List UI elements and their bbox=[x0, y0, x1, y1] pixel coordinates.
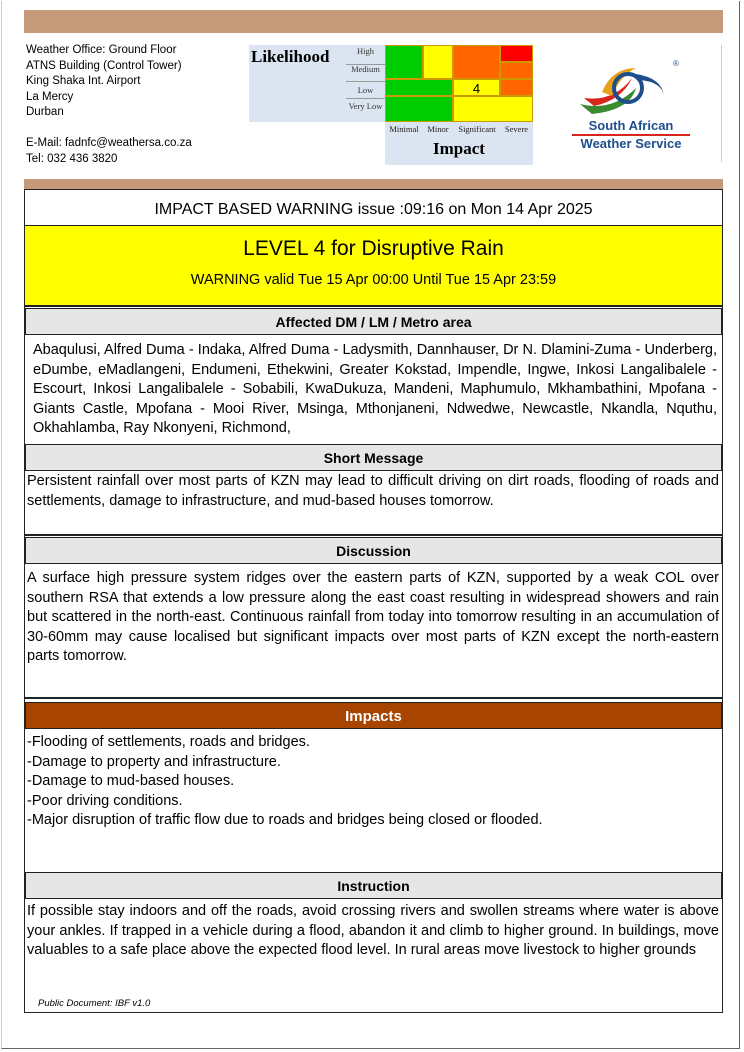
logo-line-2: Weather Service bbox=[580, 136, 682, 151]
risk-matrix bbox=[249, 45, 533, 165]
divider-band bbox=[24, 179, 723, 189]
section-rule bbox=[25, 697, 722, 699]
instruction-header: Instruction bbox=[25, 872, 722, 899]
matrix-cell bbox=[385, 45, 423, 79]
impact-significant: Significant bbox=[458, 124, 496, 134]
office-tel: Tel: 032 436 3820 bbox=[26, 152, 118, 165]
impact-item: -Major disruption of traffic flow due to roads and bridges being closed or flooded. bbox=[27, 812, 543, 828]
impacts-header: Impacts bbox=[25, 702, 722, 729]
issue-line: IMPACT BASED WARNING issue :09:16 on Mon 14 Apr 2025 bbox=[25, 190, 722, 226]
warning-validity: WARNING valid Tue 15 Apr 00:00 Until Tue 15 Apr 23:59 bbox=[190, 272, 557, 288]
office-address bbox=[26, 43, 192, 167]
matrix-cell bbox=[453, 96, 533, 122]
document-footer: Public Document: IBF v1.0 bbox=[38, 998, 151, 1009]
impact-item: -Damage to property and infrastructure. bbox=[27, 753, 281, 770]
matrix-cell bbox=[500, 45, 533, 62]
discussion-text: A surface high pressure system ridges over the eastern parts of KZN, supported by a weak COL over southern RSA that extends a low pressure along the east coast resulting in widespread showers and rain but scattered in the north-east. Continuous rainfall from today into tomorrow resulting in an accumulation of 30-60mm may cause localised but significant impacts over most parts of KZN except the north-eastern parts tomorrow. bbox=[27, 570, 719, 664]
logo-divider bbox=[721, 45, 722, 162]
impact-item: -Poor driving conditions. bbox=[27, 792, 183, 809]
office-email: E-Mail: fadnfc@weathersa.co.za bbox=[26, 137, 192, 149]
likelihood-medium: Medium bbox=[346, 64, 385, 74]
impact-severe: Severe bbox=[504, 124, 529, 134]
impact-title: Impact bbox=[433, 139, 485, 158]
impact-minimal: Minimal bbox=[389, 124, 419, 134]
likelihood-very-low: Very Low bbox=[346, 98, 385, 122]
likelihood-title: Likelihood bbox=[251, 47, 330, 66]
short-message-header: Short Message bbox=[25, 444, 722, 471]
saws-logo-text bbox=[563, 118, 699, 152]
areas-header: Affected DM / LM / Metro area bbox=[25, 308, 722, 335]
likelihood-low: Low bbox=[346, 81, 385, 98]
impact-item: -Damage to mud-based houses. bbox=[27, 773, 235, 789]
impact-item: -Flooding of settlements, roads and bridges. bbox=[27, 734, 310, 750]
matrix-cell bbox=[453, 45, 500, 79]
impact-minor: Minor bbox=[427, 124, 449, 134]
matrix-cell bbox=[385, 96, 453, 122]
registered-mark: ® bbox=[673, 59, 679, 68]
matrix-cell bbox=[500, 79, 533, 96]
header-band bbox=[24, 10, 723, 33]
warning-level-box bbox=[25, 226, 722, 305]
matrix-cell-highlight: 4 bbox=[453, 79, 500, 96]
office-line: ATNS Building (Control Tower) bbox=[26, 59, 182, 72]
short-message-text: Persistent rainfall over most parts of KZN may lead to difficult driving on dirt roads, flooding of roads and settlements, damage to infrastructure, and mud-based houses tomorrow. bbox=[27, 473, 719, 509]
office-line: La Mercy bbox=[26, 90, 74, 103]
discussion-header: Discussion bbox=[25, 537, 722, 564]
areas-text: Abaqulusi, Alfred Duma - Indaka, Alfred Duma - Ladysmith, Dannhauser, Dr N. Dlamini-Zuma - Underberg, eDumbe, eMadlangeni, Endumeni, Ethekwini, Greater Kokstad, Impendle, Ingwe, Inkosi Langalibalele - Escourt, Inkosi Langalibalele - Sobabili, KwaDukuza, Mandeni, Maphumulo, Mkhambathini, Mpofana - Giants Castle, Mpofana - Mooi River, Msinga, Mthonjaneni, Ndwedwe, Newcastle, Nkandla, Nquthu, Okhahlamba, Ray Nkonyeni, Richmond, bbox=[33, 342, 717, 436]
warning-document bbox=[24, 189, 723, 1013]
matrix-cell bbox=[500, 62, 533, 79]
office-line: King Shaka Int. Airport bbox=[26, 75, 141, 87]
likelihood-high: High bbox=[357, 46, 374, 56]
instruction-text: If possible stay indoors and off the roads, avoid crossing rivers and swollen streams where water is above your ankles. If trapped in a vehicle during a flood, abandon it and climb to higher ground. In buildings, move valuables to a safe place above the expected flood level. In rural areas move livestock to higher grounds bbox=[27, 903, 719, 958]
section-rule bbox=[25, 534, 722, 536]
matrix-cell bbox=[423, 45, 453, 79]
section-rule bbox=[25, 305, 722, 307]
matrix-cell bbox=[385, 79, 453, 96]
logo-line-1: South African bbox=[588, 118, 674, 133]
warning-level-title: LEVEL 4 for Disruptive Rain bbox=[243, 237, 504, 260]
office-line: Weather Office: Ground Floor bbox=[26, 44, 177, 56]
impacts-list bbox=[27, 733, 719, 831]
office-line: Durban bbox=[26, 106, 64, 118]
